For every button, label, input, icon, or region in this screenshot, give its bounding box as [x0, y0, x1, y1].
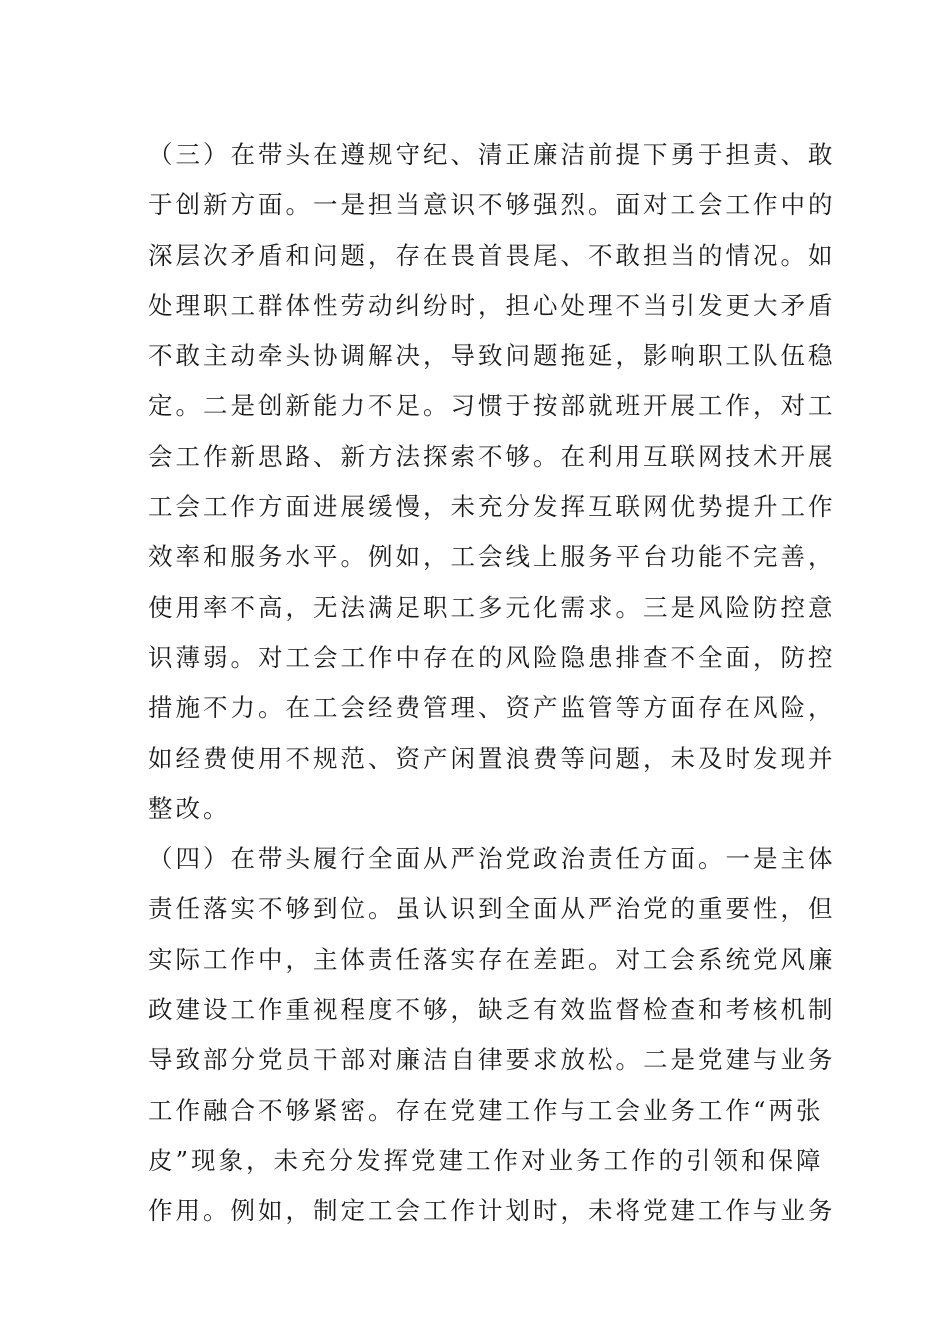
paragraph-section-3	[148, 130, 836, 834]
text-line: 皮”现象，未充分发挥党建工作对业务工作的引领和保障	[148, 1145, 824, 1175]
text-line: 导致部分党员干部对廉洁自律要求放松。二是党建与业务	[148, 1045, 836, 1075]
text-line: 实际工作中，主体责任落实存在差距。对工会系统党风廉	[148, 944, 836, 974]
text-line: 责任落实不够到位。虽认识到全面从严治党的重要性，但	[148, 894, 836, 924]
text-line: 效率和服务水平。例如，工会线上服务平台功能不完善，	[148, 542, 836, 572]
text-line: 不敢主动牵头协调解决，导致问题拖延，影响职工队伍稳	[148, 341, 836, 371]
text-line: 作用。例如，制定工会工作计划时，未将党建工作与业务	[148, 1196, 836, 1226]
text-line: 定。二是创新能力不足。习惯于按部就班开展工作，对工	[148, 391, 836, 421]
text-line: 措施不力。在工会经费管理、资产监管等方面存在风险，	[148, 693, 836, 723]
text-line: 政建设工作重视程度不够，缺乏有效监督检查和考核机制	[148, 995, 836, 1025]
text-line: （四）在带头履行全面从严治党政治责任方面。一是主体	[148, 844, 836, 874]
text-line: 深层次矛盾和问题，存在畏首畏尾、不敢担当的情况。如	[148, 240, 836, 270]
document-body	[148, 130, 836, 1237]
text-line: 工会工作方面进展缓慢，未充分发挥互联网优势提升工作	[148, 492, 836, 522]
text-line: （三）在带头在遵规守纪、清正廉洁前提下勇于担责、敢	[148, 140, 836, 169]
text-line: 会工作新思路、新方法探索不够。在利用互联网技术开展	[148, 441, 836, 471]
text-line: 使用率不高，无法满足职工多元化需求。三是风险防控意	[148, 592, 836, 622]
text-line: 处理职工群体性劳动纠纷时，担心处理不当引发更大矛盾	[148, 290, 836, 320]
text-line: 工作融合不够紧密。存在党建工作与工会业务工作“两张	[148, 1095, 824, 1125]
text-line: 如经费使用不规范、资产闲置浪费等问题，未及时发现并	[148, 743, 836, 773]
text-line: 识薄弱。对工会工作中存在的风险隐患排查不全面，防控	[148, 642, 836, 672]
text-line: 于创新方面。一是担当意识不够强烈。面对工会工作中的	[148, 190, 836, 220]
text-line: 整改。	[148, 793, 231, 823]
paragraph-section-4	[148, 834, 836, 1236]
